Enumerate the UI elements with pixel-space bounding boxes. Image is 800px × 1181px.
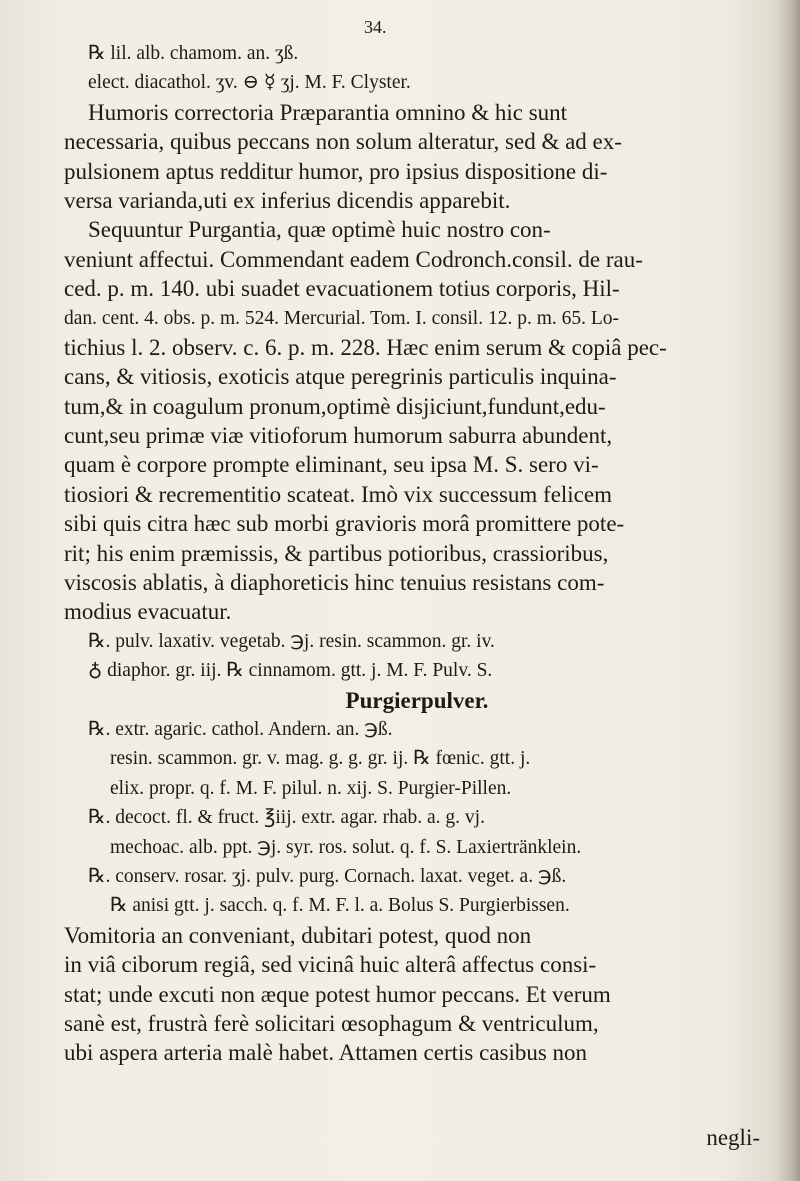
- text-line: in viâ ciborum regiâ, sed vicinâ huic alterâ affectus consi-: [64, 952, 597, 978]
- text-line: tiosiori & recrementitio scateat. Imò vix successum felicem: [64, 481, 612, 507]
- page-number: 34.: [364, 17, 387, 37]
- text-block: [64, 18, 770, 1068]
- text-line: sibi quis citra hæc sub morbi gravioris morâ promittere pote-: [64, 511, 625, 537]
- text-line: Purgierpulver.: [345, 687, 489, 713]
- text-line: ℞ anisi gtt. j. sacch. q. f. M. F. l. a. Bolus S. Purgierbissen.: [110, 895, 570, 917]
- text-line: elect. diacathol. ʒv. ⊖ ☿ ʒj. M. F. Clyster.: [88, 72, 411, 94]
- text-line: ℞. pulv. laxativ. vegetab. ℈j. resin. scammon. gr. iv.: [88, 630, 495, 652]
- text-line: Humoris correctoria Præparantia omnino & hic sunt: [88, 99, 568, 125]
- text-line: ubi aspera arteria malè habet. Attamen certis casibus non: [64, 1040, 588, 1066]
- text-line: cans, & vitiosis, exoticis atque peregrinis particulis inquina-: [64, 364, 617, 390]
- text-line: quam è corpore prompte eliminant, seu ipsa M. S. sero vi-: [64, 452, 599, 478]
- text-line: stat; unde excuti non æque potest humor peccans. Et verum: [64, 981, 611, 1007]
- text-line: ced. p. m. 140. ubi suadet evacuationem totius corporis, Hil-: [64, 276, 620, 302]
- text-line: ℞ lil. alb. chamom. an. ʒß.: [88, 43, 299, 64]
- catchword: negli-: [706, 1125, 760, 1150]
- page-gutter-shadow: [774, 0, 800, 1181]
- text-line: mechoac. alb. ppt. ℈j. syr. ros. solut. q. f. S. Laxiertränklein.: [110, 836, 582, 858]
- text-line: ♁ diaphor. gr. iij. ℞ cinnamom. gtt. j. M. F. Pulv. S.: [88, 660, 493, 682]
- text-line: versa varianda,uti ex inferius dicendis apparebit.: [64, 187, 511, 213]
- text-line: pulsionem aptus redditur humor, pro ipsius dispositione di-: [64, 158, 608, 184]
- text-line: necessaria, quibus peccans non solum alteratur, sed & ad ex-: [64, 129, 622, 155]
- text-line: viscosis ablatis, à diaphoreticis hinc tenuius resistans com-: [64, 570, 605, 596]
- text-line: modius evacuatur.: [64, 599, 232, 625]
- text-line: cunt,seu primæ viæ vitioforum humorum saburra abundent,: [64, 423, 613, 449]
- text-line: ℞. decoct. fl. & fruct. ℥iij. extr. agar. rhab. a. g. vj.: [88, 807, 485, 829]
- text-line: Sequuntur Purgantia, quæ optimè huic nostro con-: [88, 217, 551, 243]
- text-line: tichius l. 2. observ. c. 6. p. m. 228. Hæc enim serum & copiâ pec-: [64, 334, 667, 360]
- text-line: rit; his enim præmissis, & partibus potioribus, crassioribus,: [64, 540, 609, 566]
- text-line: tum,& in coagulum pronum,optimè disjiciunt,fundunt,edu-: [64, 393, 606, 419]
- text-line: dan. cent. 4. obs. p. m. 524. Mercurial. Tom. I. consil. 12. p. m. 65. Lo-: [64, 307, 620, 329]
- text-line: veniunt affectui. Commendant eadem Codronch.consil. de rau-: [64, 246, 643, 272]
- text-line: Vomitoria an conveniant, dubitari potest, quod non: [64, 922, 532, 948]
- text-line: ℞. extr. agaric. cathol. Andern. an. ℈ß.: [88, 718, 393, 740]
- text-line: elix. propr. q. f. M. F. pilul. n. xij. S. Purgier-Pillen.: [110, 777, 512, 799]
- text-line: resin. scammon. gr. v. mag. g. g. gr. ij. ℞ fœnic. gtt. j.: [110, 748, 531, 770]
- text-line: ℞. conserv. rosar. ʒj. pulv. purg. Cornach. laxat. veget. a. ℈ß.: [88, 865, 567, 887]
- text-line: sanè est, frustrà ferè solicitari œsophagum & ventriculum,: [64, 1010, 599, 1036]
